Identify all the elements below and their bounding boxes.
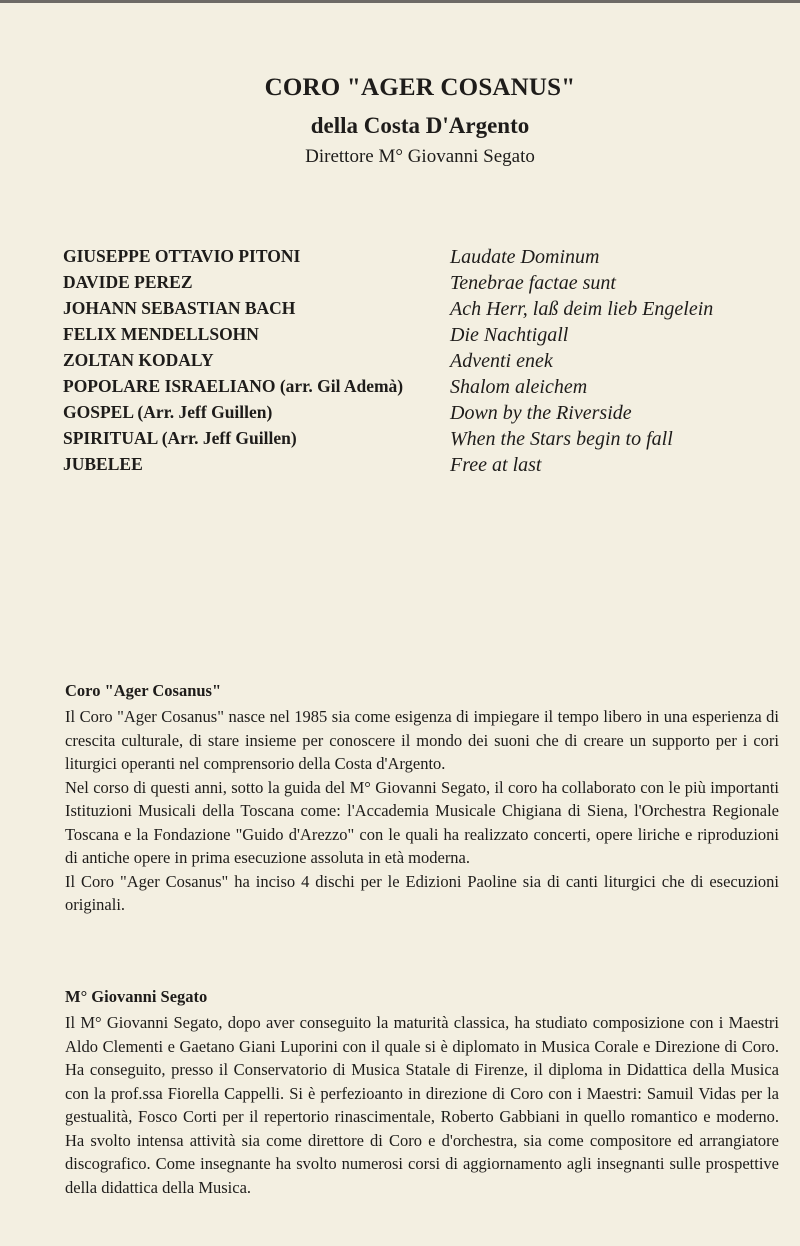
composer-name: GIUSEPPE OTTAVIO PITONI bbox=[63, 246, 301, 266]
work-title: Tenebrae factae sunt bbox=[450, 272, 616, 294]
work-title: Shalom aleichem bbox=[450, 376, 588, 398]
choir-paragraph: Il Coro "Ager Cosanus" ha inciso 4 dischi per le Edizioni Paoline sia di canti liturgici che di esecuzioni originali. bbox=[65, 871, 779, 914]
program-list bbox=[63, 246, 763, 480]
composer-name: GOSPEL (Arr. Jeff Guillen) bbox=[63, 402, 273, 422]
choir-paragraph: Il Coro "Ager Cosanus" nasce nel 1985 sia come esigenza di impiegare il tempo libero in una esperienza di crescita culturale, di stare insieme per conoscere il mondo dei suoni che di creare un supporto per i cori liturgici operanti nel comprensorio della Costa d'Argento. bbox=[65, 707, 779, 773]
work-title: When the Stars begin to fall bbox=[450, 428, 673, 450]
composer-name: DAVIDE PEREZ bbox=[63, 272, 193, 292]
program-row bbox=[63, 324, 763, 350]
choir-heading: Coro "Ager Cosanus" bbox=[65, 681, 222, 700]
director-biography bbox=[65, 987, 779, 1199]
choir-biography bbox=[65, 681, 779, 917]
work-title: Laudate Dominum bbox=[450, 246, 600, 268]
program-row bbox=[63, 272, 763, 298]
composer-name: SPIRITUAL (Arr. Jeff Guillen) bbox=[63, 428, 297, 448]
page-subtitle: della Costa D'Argento bbox=[310, 113, 530, 138]
program-row bbox=[63, 298, 763, 324]
page-title: CORO "AGER COSANUS" bbox=[264, 74, 576, 101]
program-row bbox=[63, 246, 763, 272]
work-title: Ach Herr, laß deim lieb Engelein bbox=[450, 298, 714, 320]
program-row bbox=[63, 376, 763, 402]
work-title: Free at last bbox=[450, 454, 542, 476]
composer-name: JOHANN SEBASTIAN BACH bbox=[63, 298, 296, 318]
composer-name: JUBELEE bbox=[63, 454, 143, 474]
composer-name: POPOLARE ISRAELIANO (arr. Gil Ademà) bbox=[63, 376, 404, 396]
top-border-rule bbox=[0, 0, 800, 3]
work-title: Die Nachtigall bbox=[450, 324, 569, 346]
director-line: Direttore M° Giovanni Segato bbox=[305, 146, 535, 167]
program-row bbox=[63, 350, 763, 376]
choir-paragraph: Nel corso di questi anni, sotto la guida del M° Giovanni Segato, il coro ha collaborato con le più importanti Istituzioni Musicali della Toscana come: l'Accademia Musicale Chigiana di Siena, l'Orchestra Regionale Toscana e la Fondazione "Guido d'Arezzo" con le quali ha realizzato concerti, opere liriche e riproduzioni di antiche opere in prima esecuzione assoluta in età moderna. bbox=[65, 777, 779, 867]
composer-name: ZOLTAN KODALY bbox=[63, 350, 214, 370]
program-row bbox=[63, 454, 763, 480]
director-heading: M° Giovanni Segato bbox=[65, 987, 208, 1006]
program-row bbox=[63, 428, 763, 454]
work-title: Adventi enek bbox=[450, 350, 553, 372]
composer-name: FELIX MENDELLSOHN bbox=[63, 324, 259, 344]
program-row bbox=[63, 402, 763, 428]
director-paragraph: Il M° Giovanni Segato, dopo aver conseguito la maturità classica, ha studiato composizione con i Maestri Aldo Clementi e Gaetano Giani Luporini con il quale si è diplomato in Musica Corale e Direzione di Coro. Ha conseguito, presso il Conservatorio di Musica Statale di Firenze, il diploma in Didattica della Musica con la prof.ssa Fiorella Cappelli. Si è perfezioanto in direzione di Coro con i Maestri: Samuil Vidas per la gestualità, Fosco Corti per il repertorio rinascimentale, Roberto Gabbiani in quello romantico e moderno. Ha svolto intensa attività sia come direttore di Coro e d'orchestra, sia come compositore ed arrangiatore discografico. Come insegnante ha svolto numerosi corsi di aggiornamento agli insegnanti sulle prospettive della didattica della Musica. bbox=[65, 1013, 779, 1197]
work-title: Down by the Riverside bbox=[450, 402, 632, 424]
